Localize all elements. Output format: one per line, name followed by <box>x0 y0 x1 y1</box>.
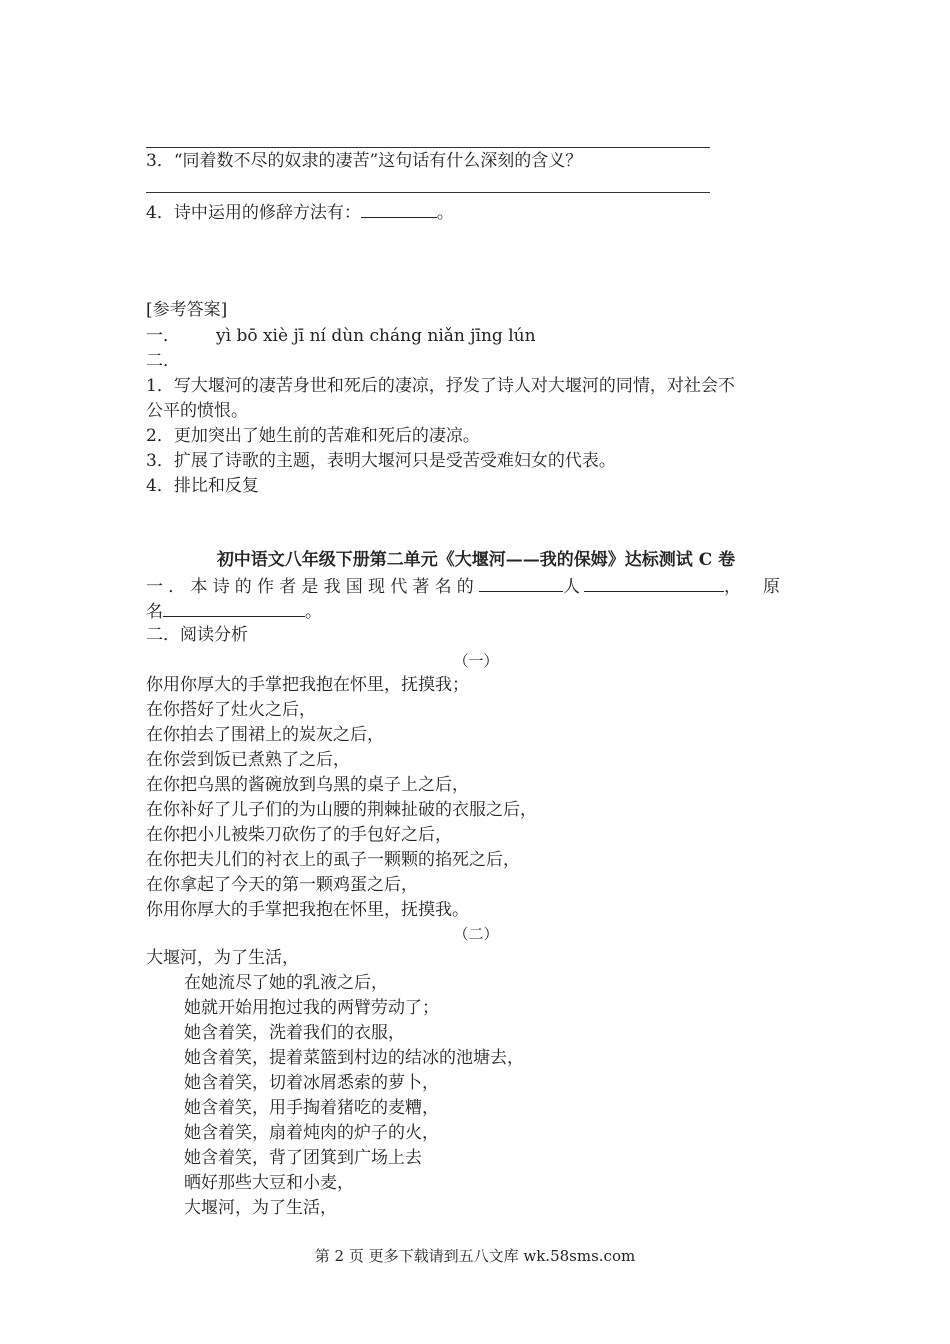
test-question-2: 二．阅读分析 <box>146 625 248 645</box>
answer-2-1-line1: 1．写大堰河的凄苦身世和死后的凄凉，抒发了诗人对大堰河的同情，对社会不 <box>146 376 735 396</box>
poem-2-line: 她含着笑，切着冰屑悉索的萝卜， <box>184 1073 439 1093</box>
poem-2-line: 她含着笑，提着菜篮到村边的结冰的池塘去， <box>184 1048 524 1068</box>
poem-1-line: 你用你厚大的手掌把我抱在怀里，抚摸我； <box>146 675 469 695</box>
poem-1-line: 在你搭好了灶火之后， <box>146 700 316 720</box>
poem-1-line: 在你尝到饭已煮熟了之后， <box>146 750 350 770</box>
poem-2-line: 她含着笑，用手掏着猪吃的麦糟， <box>184 1098 439 1118</box>
answer-2-2: 2．更加突出了她生前的苦难和死后的凄凉。 <box>146 426 480 446</box>
page-footer: 第 2 页 更多下载请到五八文库 wk.58sms.com <box>314 1247 636 1265</box>
poem-1-line: 在你拿起了今天的第一颗鸡蛋之后， <box>146 875 418 895</box>
poem-2-line: 在她流尽了她的乳液之后， <box>184 973 388 993</box>
test-title: 初中语文八年级下册第二单元《大堰河——我的保姆》达标测试 C 卷 <box>216 550 736 570</box>
poem-1-line: 你用你厚大的手掌把我抱在怀里，抚摸我。 <box>146 900 469 920</box>
poem-2-line: 她含着笑，扇着炖肉的炉子的火， <box>184 1123 439 1143</box>
answer-2-4: 4．排比和反复 <box>146 476 259 496</box>
section-1-label: （一） <box>453 652 499 670</box>
fill-blank[interactable] <box>479 573 563 592</box>
fill-blank[interactable] <box>584 573 724 592</box>
poem-1-line: 在你把乌黑的酱碗放到乌黑的桌子上之后， <box>146 775 469 795</box>
question-3: 3．“同着数不尽的奴隶的凄苦”这句话有什么深刻的含义？ <box>146 151 583 171</box>
poem-1-line: 在你把夫儿们的衬衣上的虱子一颗颗的掐死之后， <box>146 850 520 870</box>
poem-2-line: 大堰河，为了生活， <box>184 1198 337 1218</box>
test-question-1-line2: 名 。 <box>146 598 322 625</box>
answer-1: 一． yì bō xiè jī ní dùn cháng niǎn jīng lún <box>146 326 536 346</box>
fill-blank[interactable] <box>361 199 437 218</box>
poem-2-line: 晒好那些大豆和小麦， <box>184 1173 354 1193</box>
answer-line <box>146 147 710 148</box>
poem-1-line: 在你把小儿被柴刀砍伤了的手包好之后， <box>146 825 452 845</box>
answers-heading: [参考答案] <box>146 300 228 320</box>
answer-2-3: 3．扩展了诗歌的主题，表明大堰河只是受苦受难妇女的代表。 <box>146 451 616 471</box>
section-2-label: （二） <box>453 925 499 943</box>
question-4: 4．诗中运用的修辞方法有： 。 <box>146 199 454 226</box>
pinyin-answer: yì bō xiè jī ní dùn cháng niǎn jīng lún <box>216 326 536 346</box>
poem-2-line: 她含着笑，洗着我们的衣服， <box>184 1023 405 1043</box>
answer-2-1-line2: 公平的愤恨。 <box>146 401 248 421</box>
answer-2-label: 二． <box>146 351 180 371</box>
poem-1-line: 在你拍去了围裙上的炭灰之后， <box>146 725 384 745</box>
test-question-1: 一．本诗的作者是我国现代著名的 人 ，原 <box>146 573 806 600</box>
poem-1-line: 在你补好了儿子们的为山腰的荆棘扯破的衣服之后， <box>146 800 537 820</box>
poem-2-line: 她含着笑，背了团箕到广场上去 <box>184 1148 422 1168</box>
fill-blank[interactable] <box>163 598 305 617</box>
answer-line <box>146 192 710 193</box>
poem-2-line: 她就开始用抱过我的两臂劳动了； <box>184 998 439 1018</box>
poem-2-line: 大堰河，为了生活， <box>146 948 299 968</box>
